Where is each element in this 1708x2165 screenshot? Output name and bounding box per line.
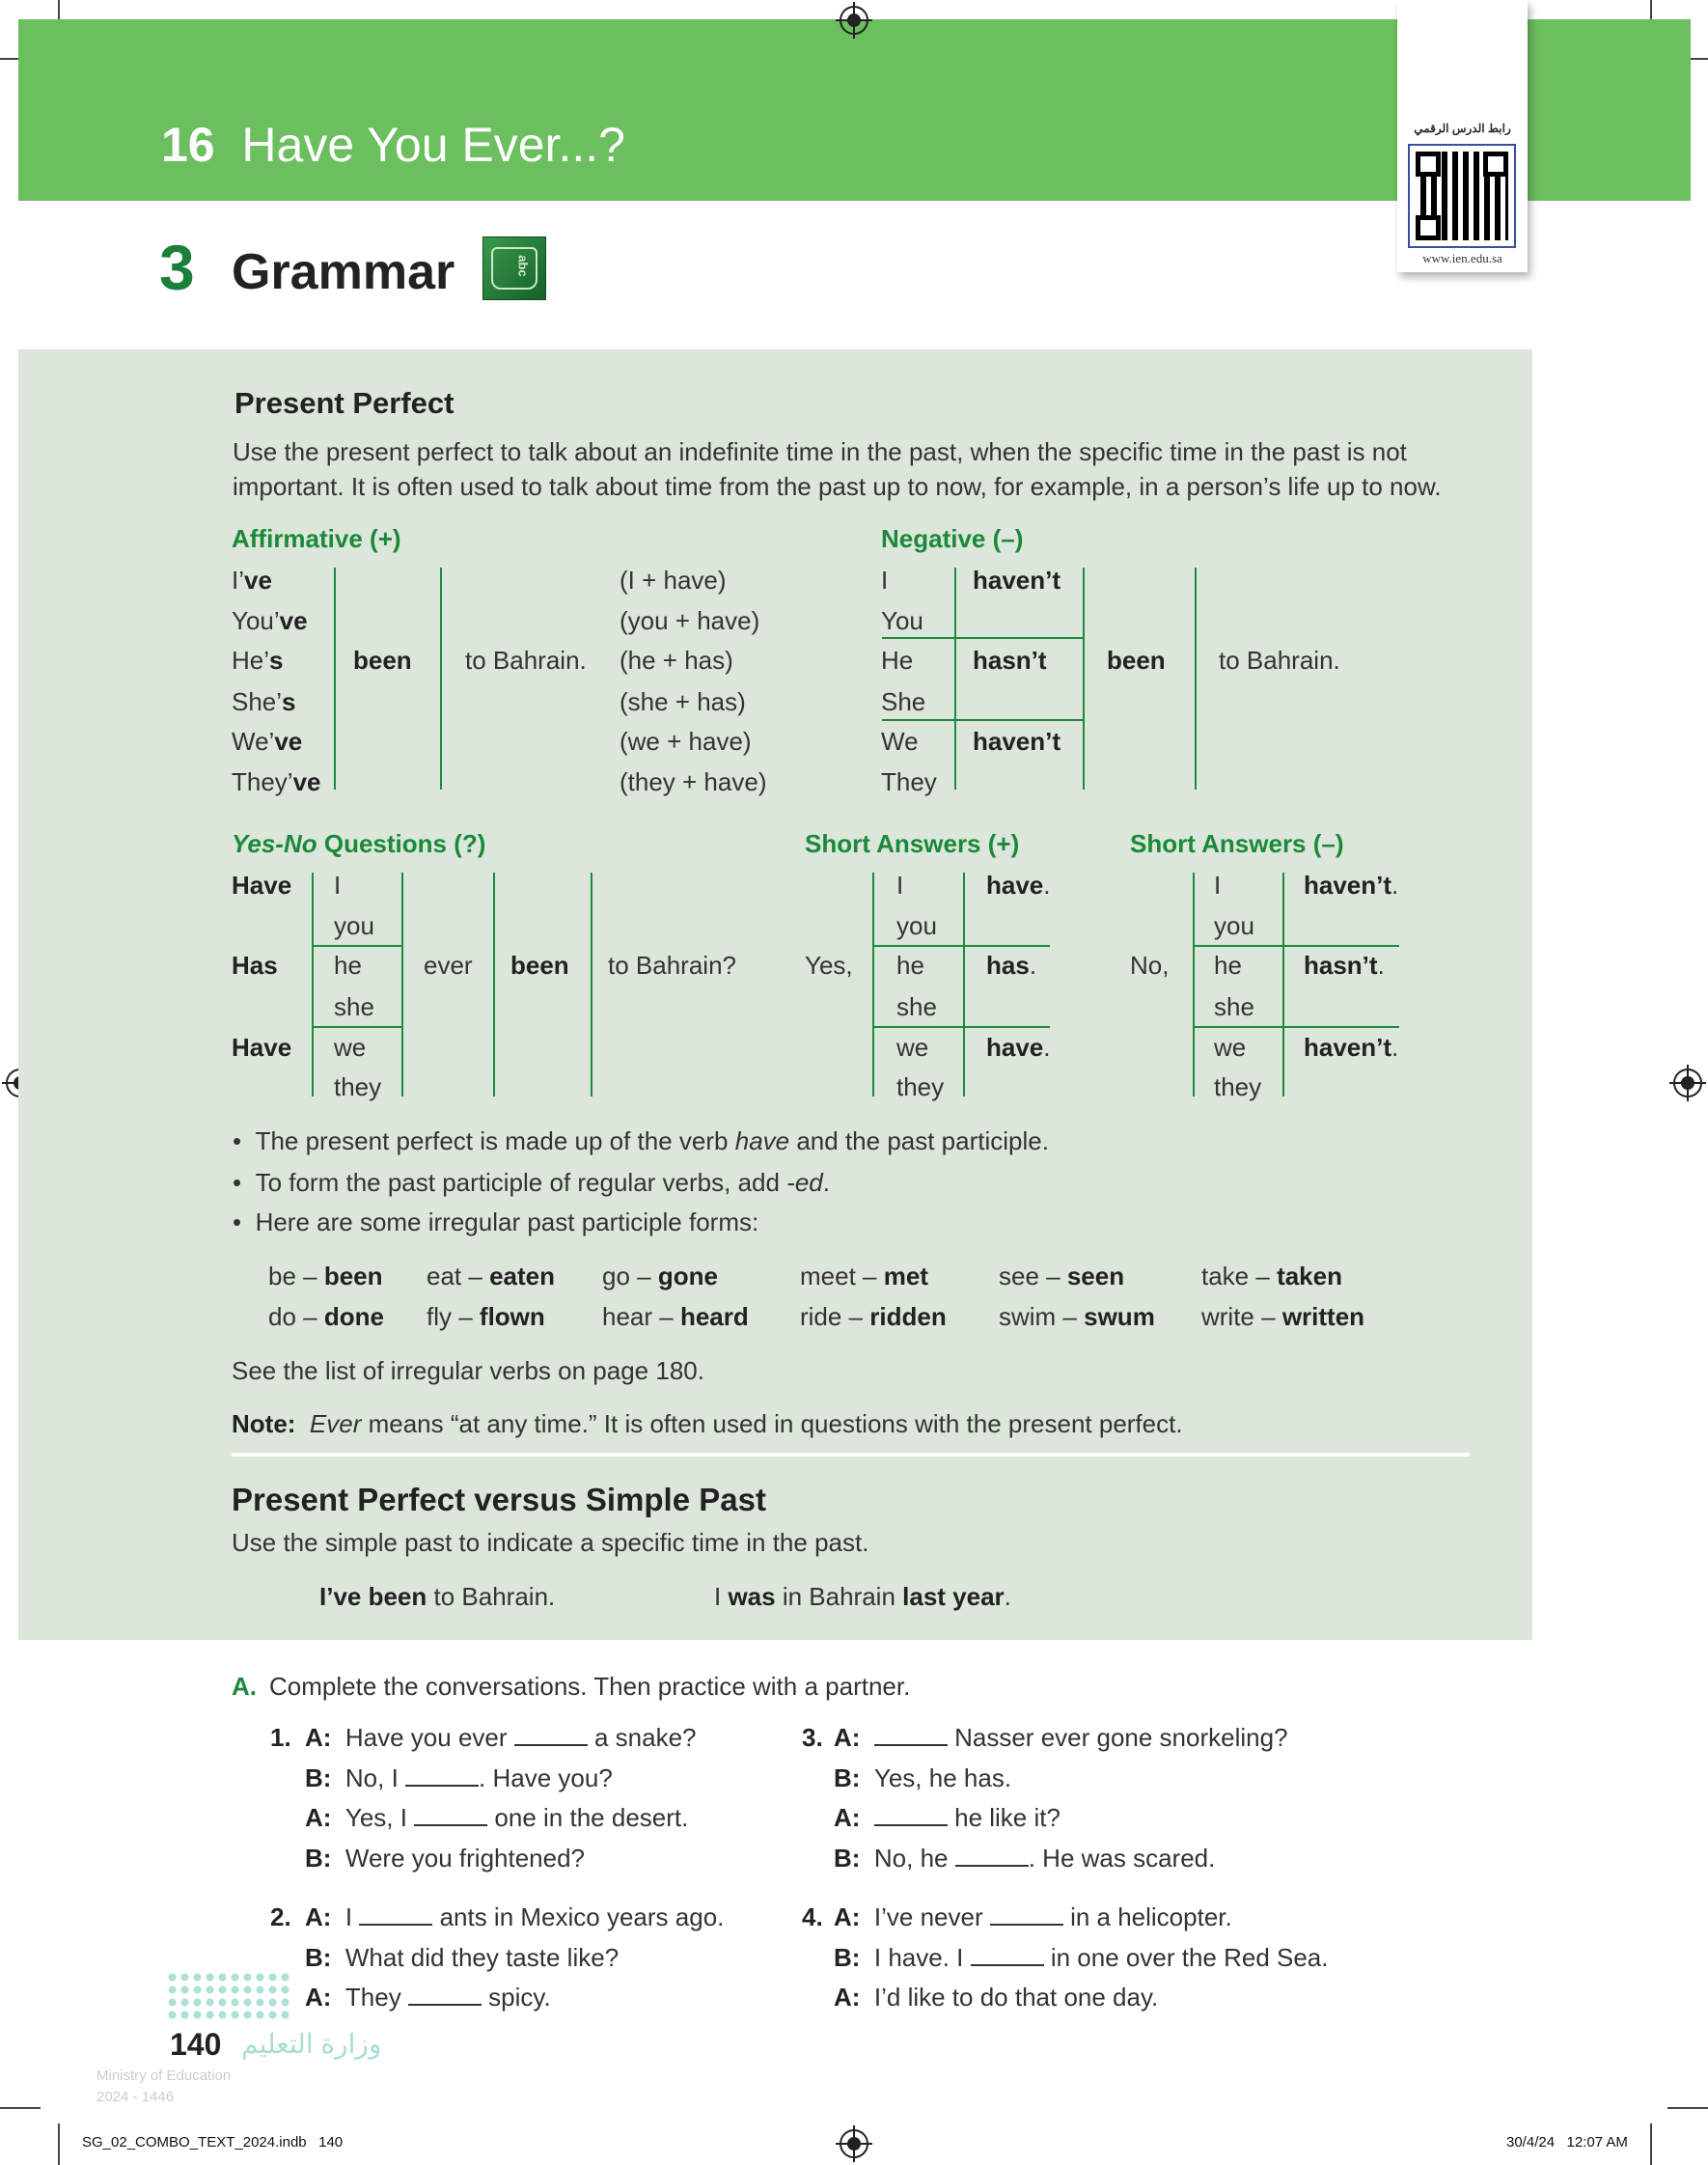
- question-subject: I: [334, 871, 342, 900]
- answer-blank[interactable]: [874, 1723, 948, 1746]
- dialogue-line[interactable]: A: Have you ever a snake?: [305, 1723, 697, 1752]
- short-answer-subject: you: [1214, 911, 1254, 940]
- answer-blank[interactable]: [414, 1803, 487, 1826]
- short-answer-aux: hasn’t.: [1304, 951, 1385, 980]
- answer-blank[interactable]: [408, 1983, 482, 2006]
- affirmative-subject: You’ve: [232, 606, 308, 635]
- question-verb: been: [510, 951, 569, 980]
- negative-subject: You: [881, 606, 923, 635]
- section-title: Grammar: [232, 244, 455, 300]
- answer-blank[interactable]: [874, 1803, 948, 1826]
- registration-mark-icon: [1673, 1069, 1702, 1097]
- answer-blank[interactable]: [405, 1763, 479, 1787]
- exercise-instruction: Complete the conversations. Then practice with a partner.: [269, 1672, 911, 1701]
- table-divider: [872, 1026, 1050, 1028]
- negative-heading: Negative (–): [881, 524, 1024, 553]
- note-text: Note: Ever means “at any time.” It is often used in questions with the present perfect.: [232, 1409, 1183, 1438]
- negative-complement: to Bahrain.: [1219, 646, 1340, 675]
- table-divider: [872, 945, 1050, 947]
- contraction-note: (he + has): [620, 646, 733, 675]
- table-divider: [1193, 945, 1399, 947]
- dialogue-line[interactable]: A: Nasser ever gone snorkeling?: [834, 1723, 1288, 1752]
- exercise-letter: A.: [232, 1672, 257, 1701]
- conversation-number: 3.: [802, 1723, 823, 1752]
- short-answers-positive-heading: Short Answers (+): [805, 829, 1020, 858]
- dialogue-line: B: What did they taste like?: [305, 1943, 620, 1972]
- crop-mark: [58, 2123, 60, 2165]
- qr-card[interactable]: [1397, 0, 1528, 272]
- question-subject: they: [334, 1072, 382, 1101]
- unit-number: 16: [161, 118, 215, 172]
- crop-mark: [1650, 2123, 1652, 2165]
- unit-title: [161, 116, 625, 174]
- answer-blank[interactable]: [990, 1902, 1063, 1926]
- table-divider: [493, 873, 495, 1096]
- table-divider: [1193, 873, 1195, 1096]
- registration-mark-icon: [840, 2129, 868, 2158]
- print-file-info: SG_02_COMBO_TEXT_2024.indb 140: [82, 2134, 344, 2151]
- negative-verb: been: [1107, 646, 1166, 675]
- affirmative-subject: We’ve: [232, 727, 303, 756]
- short-answer-lead: Yes,: [805, 951, 853, 980]
- question-aux: Have: [232, 1033, 292, 1062]
- question-complement: to Bahrain?: [608, 951, 736, 980]
- page-number: 140: [170, 2027, 222, 2062]
- print-date: 30/4/24 12:07 AM: [1506, 2134, 1628, 2151]
- short-answer-subject: they: [1214, 1072, 1262, 1101]
- short-answer-subject: she: [1214, 992, 1254, 1021]
- affirmative-heading: Affirmative (+): [232, 524, 401, 553]
- intro-line: Use the present perfect to talk about an indefinite time in the past, when the specific time in the past is not: [233, 437, 1407, 466]
- dialogue-line[interactable]: A: I ants in Mexico years ago.: [305, 1902, 725, 1931]
- table-divider: [440, 568, 442, 790]
- short-answer-subject: he: [1214, 951, 1242, 980]
- affirmative-subject: She’s: [232, 687, 296, 716]
- short-answer-subject: they: [896, 1072, 945, 1101]
- table-divider: [963, 873, 965, 1096]
- intro-line: important. It is often used to talk about time from the past up to now, for example, in a person’s life up to now.: [233, 472, 1442, 501]
- short-answers-negative-heading: Short Answers (–): [1130, 829, 1344, 858]
- versus-text: Use the simple past to indicate a specific time in the past.: [232, 1528, 869, 1557]
- table-divider: [882, 719, 1085, 721]
- unit-title-text: Have You Ever...?: [241, 118, 625, 172]
- table-divider: [312, 1026, 403, 1028]
- negative-subject: They: [881, 767, 937, 796]
- dialogue-line[interactable]: A: he like it?: [834, 1803, 1061, 1832]
- table-divider: [312, 873, 314, 1096]
- dialogue-line[interactable]: B: No, he . He was scared.: [834, 1844, 1216, 1873]
- contraction-note: (I + have): [620, 566, 727, 595]
- qr-code-icon[interactable]: [1408, 144, 1516, 248]
- table-divider: [312, 945, 403, 947]
- grammar-book-icon: [482, 236, 546, 300]
- dialogue-line: B: Were you frightened?: [305, 1844, 586, 1873]
- dialogue-line[interactable]: B: No, I . Have you?: [305, 1763, 613, 1792]
- ministry-name-english: Ministry of Education: [96, 2068, 232, 2084]
- contraction-note: (they + have): [620, 767, 767, 796]
- question-adverb: ever: [424, 951, 473, 980]
- example-simple-past: I was in Bahrain last year.: [714, 1582, 1011, 1611]
- short-answer-lead: No,: [1130, 951, 1170, 980]
- crop-mark: [0, 2107, 41, 2109]
- answer-blank[interactable]: [359, 1902, 432, 1926]
- affirmative-subject: They’ve: [232, 767, 321, 796]
- short-answer-subject: we: [1214, 1033, 1247, 1062]
- qr-label: رابط الدرس الرقمي: [1414, 122, 1511, 135]
- present-perfect-title: Present Perfect: [234, 386, 455, 420]
- question-subject: you: [334, 911, 374, 940]
- negative-subject: He: [881, 646, 914, 675]
- short-answer-aux: has.: [986, 951, 1037, 980]
- negative-subject: We: [881, 727, 919, 756]
- short-answer-subject: I: [1214, 871, 1222, 900]
- table-divider: [591, 873, 592, 1096]
- short-answer-subject: she: [896, 992, 937, 1021]
- short-answer-subject: he: [896, 951, 924, 980]
- ministry-name-arabic: وزارة التعليم: [241, 2029, 382, 2059]
- short-answer-aux: haven’t.: [1304, 1033, 1399, 1062]
- question-subject: he: [334, 951, 362, 980]
- affirmative-verb: been: [353, 646, 412, 675]
- short-answer-aux: have.: [986, 1033, 1051, 1062]
- conversation-number: 2.: [270, 1902, 291, 1931]
- dialogue-line: A: I’d like to do that one day.: [834, 1983, 1159, 2012]
- short-answer-aux: haven’t.: [1304, 871, 1399, 900]
- dialogue-line[interactable]: A: I’ve never in a helicopter.: [834, 1902, 1232, 1931]
- bullet-item: • Here are some irregular past participle forms:: [233, 1207, 759, 1236]
- conversation-number: 4.: [802, 1902, 823, 1931]
- table-divider: [401, 873, 403, 1096]
- answer-blank[interactable]: [971, 1943, 1044, 1966]
- versus-title: Present Perfect versus Simple Past: [232, 1482, 766, 1517]
- contraction-note: (you + have): [620, 606, 760, 635]
- answer-blank[interactable]: [955, 1844, 1029, 1867]
- short-answer-aux: have.: [986, 871, 1051, 900]
- table-divider: [1193, 1026, 1399, 1028]
- conversation-number: 1.: [270, 1723, 291, 1752]
- short-answer-subject: you: [896, 911, 937, 940]
- negative-subject: She: [881, 687, 926, 716]
- table-divider: [334, 568, 336, 790]
- negative-aux: haven’t: [973, 727, 1061, 756]
- bullet-item: • The present perfect is made up of the verb have and the past participle.: [233, 1126, 1049, 1155]
- negative-subject: I: [881, 566, 889, 595]
- question-subject: she: [334, 992, 374, 1021]
- negative-aux: hasn’t: [973, 646, 1047, 675]
- question-aux: Have: [232, 871, 292, 900]
- table-divider: [1195, 568, 1197, 790]
- table-divider: [1282, 873, 1284, 1096]
- example-present-perfect: I’ve been to Bahrain.: [319, 1582, 556, 1611]
- answer-blank[interactable]: [514, 1723, 588, 1746]
- table-divider: [872, 873, 874, 1096]
- negative-aux: haven’t: [973, 566, 1061, 595]
- ministry-logo-dots-icon: [166, 1971, 289, 2019]
- section-number: 3: [159, 232, 195, 303]
- registration-mark-icon: [840, 6, 868, 35]
- short-answer-subject: we: [896, 1033, 929, 1062]
- affirmative-subject: He’s: [232, 646, 284, 675]
- table-divider: [954, 568, 956, 790]
- question-subject: we: [334, 1033, 367, 1062]
- crop-mark: [1667, 2107, 1708, 2109]
- contraction-note: (we + have): [620, 727, 752, 756]
- contraction-note: (she + has): [620, 687, 746, 716]
- bullet-item: • To form the past participle of regular verbs, add -ed.: [233, 1168, 830, 1197]
- ministry-years: 2024 - 1446: [96, 2089, 175, 2105]
- dialogue-line: B: Yes, he has.: [834, 1763, 1012, 1792]
- dialogue-line[interactable]: A: Yes, I one in the desert.: [305, 1803, 689, 1832]
- section-divider: [232, 1453, 1470, 1457]
- affirmative-complement: to Bahrain.: [465, 646, 587, 675]
- affirmative-subject: I’ve: [232, 566, 272, 595]
- table-divider: [1083, 568, 1085, 790]
- short-answer-subject: I: [896, 871, 904, 900]
- book-letters: abc: [515, 255, 531, 277]
- dialogue-line[interactable]: B: I have. I in one over the Red Sea.: [834, 1943, 1329, 1972]
- yes-no-heading: Yes-No Questions (?): [232, 829, 486, 858]
- see-list-text: See the list of irregular verbs on page 180.: [232, 1356, 704, 1385]
- question-aux: Has: [232, 951, 278, 980]
- dialogue-line[interactable]: A: They spicy.: [305, 1983, 551, 2012]
- qr-url[interactable]: www.ien.edu.sa: [1422, 251, 1502, 265]
